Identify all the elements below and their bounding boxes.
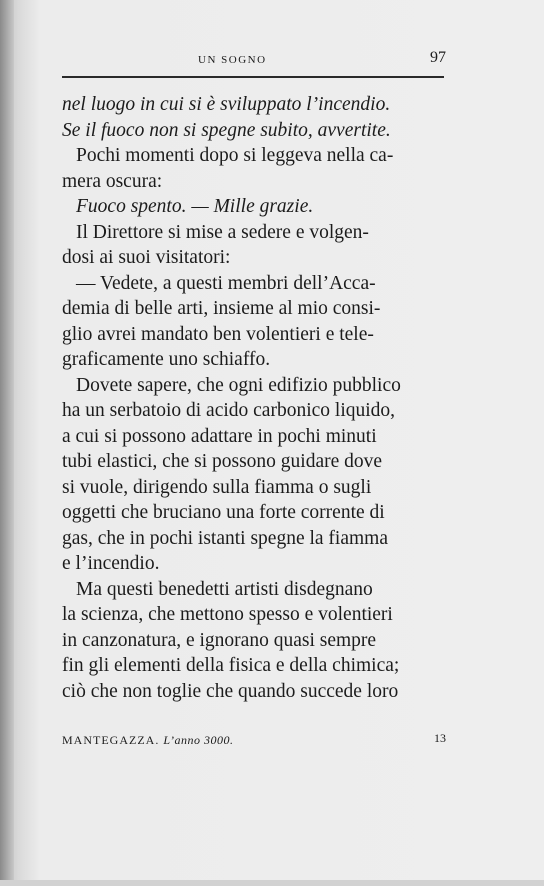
text-line: si vuole, dirigendo sulla fiamma o sugli: [62, 476, 372, 498]
footer-citation: [62, 733, 234, 748]
text-line: e l’incendio.: [62, 553, 160, 574]
body-text: [62, 92, 462, 704]
page-bottom-edge: [0, 880, 544, 886]
page-header: [62, 44, 452, 74]
text-line: la scienza, che mettono spesso e volentieri: [62, 604, 393, 625]
text-line: mera oscura:: [62, 170, 163, 192]
text-line: demia di belle arti, insieme al mio consi-: [62, 298, 381, 319]
text-line: — Vedete, a questi membri dell’Acca-: [76, 272, 376, 294]
header-rule: [62, 76, 444, 78]
text-line: fin gli elementi della fisica e della chimica;: [62, 655, 400, 676]
text-line: oggetti che bruciano una forte corrente di: [62, 502, 385, 523]
text-line: tubi elastici, che si possono guidare dove: [62, 451, 383, 472]
text-line: graficamente uno schiaffo.: [62, 349, 271, 370]
page-footer: [62, 729, 454, 753]
text-line: Ma questi benedetti artisti disdegnano: [76, 578, 373, 600]
text-line: a cui si possono adattare in pochi minuti: [62, 425, 377, 447]
text-line: ciò che non toglie che quando succede loro: [62, 680, 399, 702]
text-line: ha un serbatoio di acido carbonico liquido,: [62, 400, 396, 421]
page-number: 97: [430, 49, 446, 66]
text-line: Se il fuoco non si spegne subito, avvertite.: [62, 119, 391, 141]
text-line: Dovete sapere, che ogni edifizio pubblico: [76, 374, 401, 396]
text-line: dosi ai suoi visitatori:: [62, 247, 231, 268]
footer-work: L’anno 3000.: [163, 733, 234, 747]
footer-author: MANTEGAZZA.: [62, 733, 160, 747]
text-line: glio avrei mandato ben volentieri e tele-: [62, 323, 374, 345]
text-line: nel luogo in cui si è sviluppato l’incendio.: [62, 94, 391, 115]
text-line: Il Direttore si mise a sedere e volgen-: [76, 221, 369, 243]
running-title: UN SOGNO: [198, 54, 267, 66]
text-line: Pochi momenti dopo si leggeva nella ca-: [76, 145, 394, 166]
text-line: gas, che in pochi istanti spegne la fiamma: [62, 527, 388, 549]
signature-mark: 13: [434, 731, 446, 745]
text-line: in canzonatura, e ignorano quasi sempre: [62, 629, 377, 651]
spine-shadow: [0, 0, 14, 886]
text-line: Fuoco spento. — Mille grazie.: [76, 196, 314, 217]
